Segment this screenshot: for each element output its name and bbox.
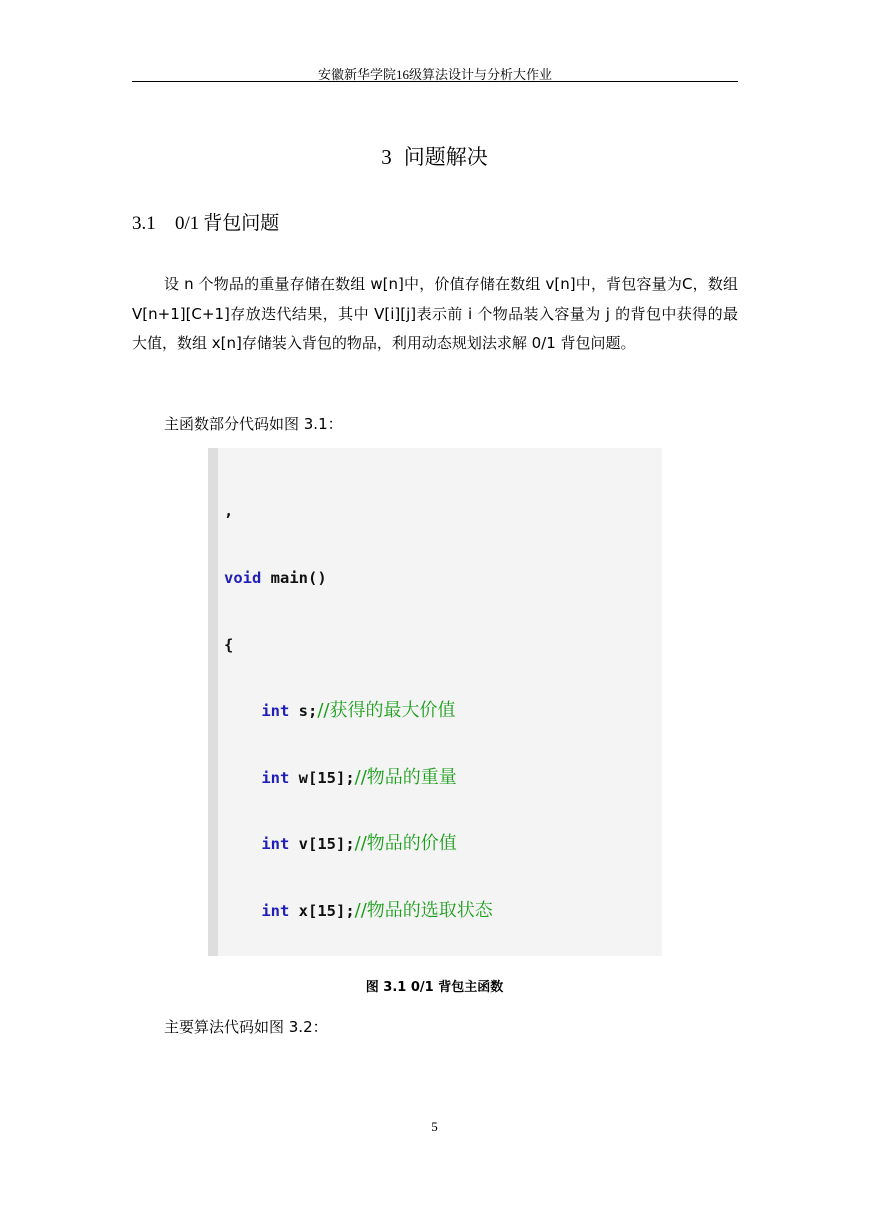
code-gutter <box>208 448 218 956</box>
figure-caption: 图 3.1 0/1 背包主函数 <box>365 980 504 995</box>
code-comment: //获得的最大价值 <box>317 700 456 722</box>
chapter-title <box>0 141 869 171</box>
body-paragraph: 设 n 个物品的重量存储在数组 w[n]中，价值存储在数组 v[n]中，背包容量为C，数组 V[n+1][C+1]存放迭代结果，其中 V[i][j]表示前 i 个物品装入容量为 j 的背包中获得的最大值，数组 x[n]存储装入背包的物品，利用动态规划法求解 0/1 背包问题。 <box>132 275 738 352</box>
code-comment: //物品的价值 <box>354 833 457 855</box>
code-screenshot-figure <box>208 448 662 956</box>
code-comment: //物品的重量 <box>354 766 457 788</box>
code-line: int x[15];//物品的选取状态 <box>261 899 493 921</box>
code-line: int v[15];//物品的价值 <box>261 833 457 855</box>
code-line: void main() <box>224 569 327 587</box>
code-line: , <box>224 502 234 521</box>
page-number: 5 <box>431 1119 438 1134</box>
code-line: int w[15];//物品的重量 <box>261 766 457 788</box>
section-title-prefix: 0/1 <box>175 213 200 234</box>
section-number: 3.1 <box>132 213 156 234</box>
section-title <box>132 208 279 235</box>
code-block <box>224 456 562 956</box>
figure-intro: 主函数部分代码如图 3.1： <box>164 415 343 433</box>
code-comment: //物品的选取状态 <box>354 899 493 921</box>
section-title-text: 背包问题 <box>203 212 280 234</box>
chapter-number: 3 <box>381 145 392 169</box>
header-rule <box>132 81 738 82</box>
code-line: { <box>224 635 234 654</box>
code-line: int s;//获得的最大价值 <box>261 700 456 722</box>
chapter-title-text: 问题解决 <box>403 145 488 169</box>
figure-intro-2: 主要算法代码如图 3.2： <box>164 1018 328 1036</box>
running-header: 安徽新华学院16级算法设计与分析大作业 <box>317 67 552 82</box>
